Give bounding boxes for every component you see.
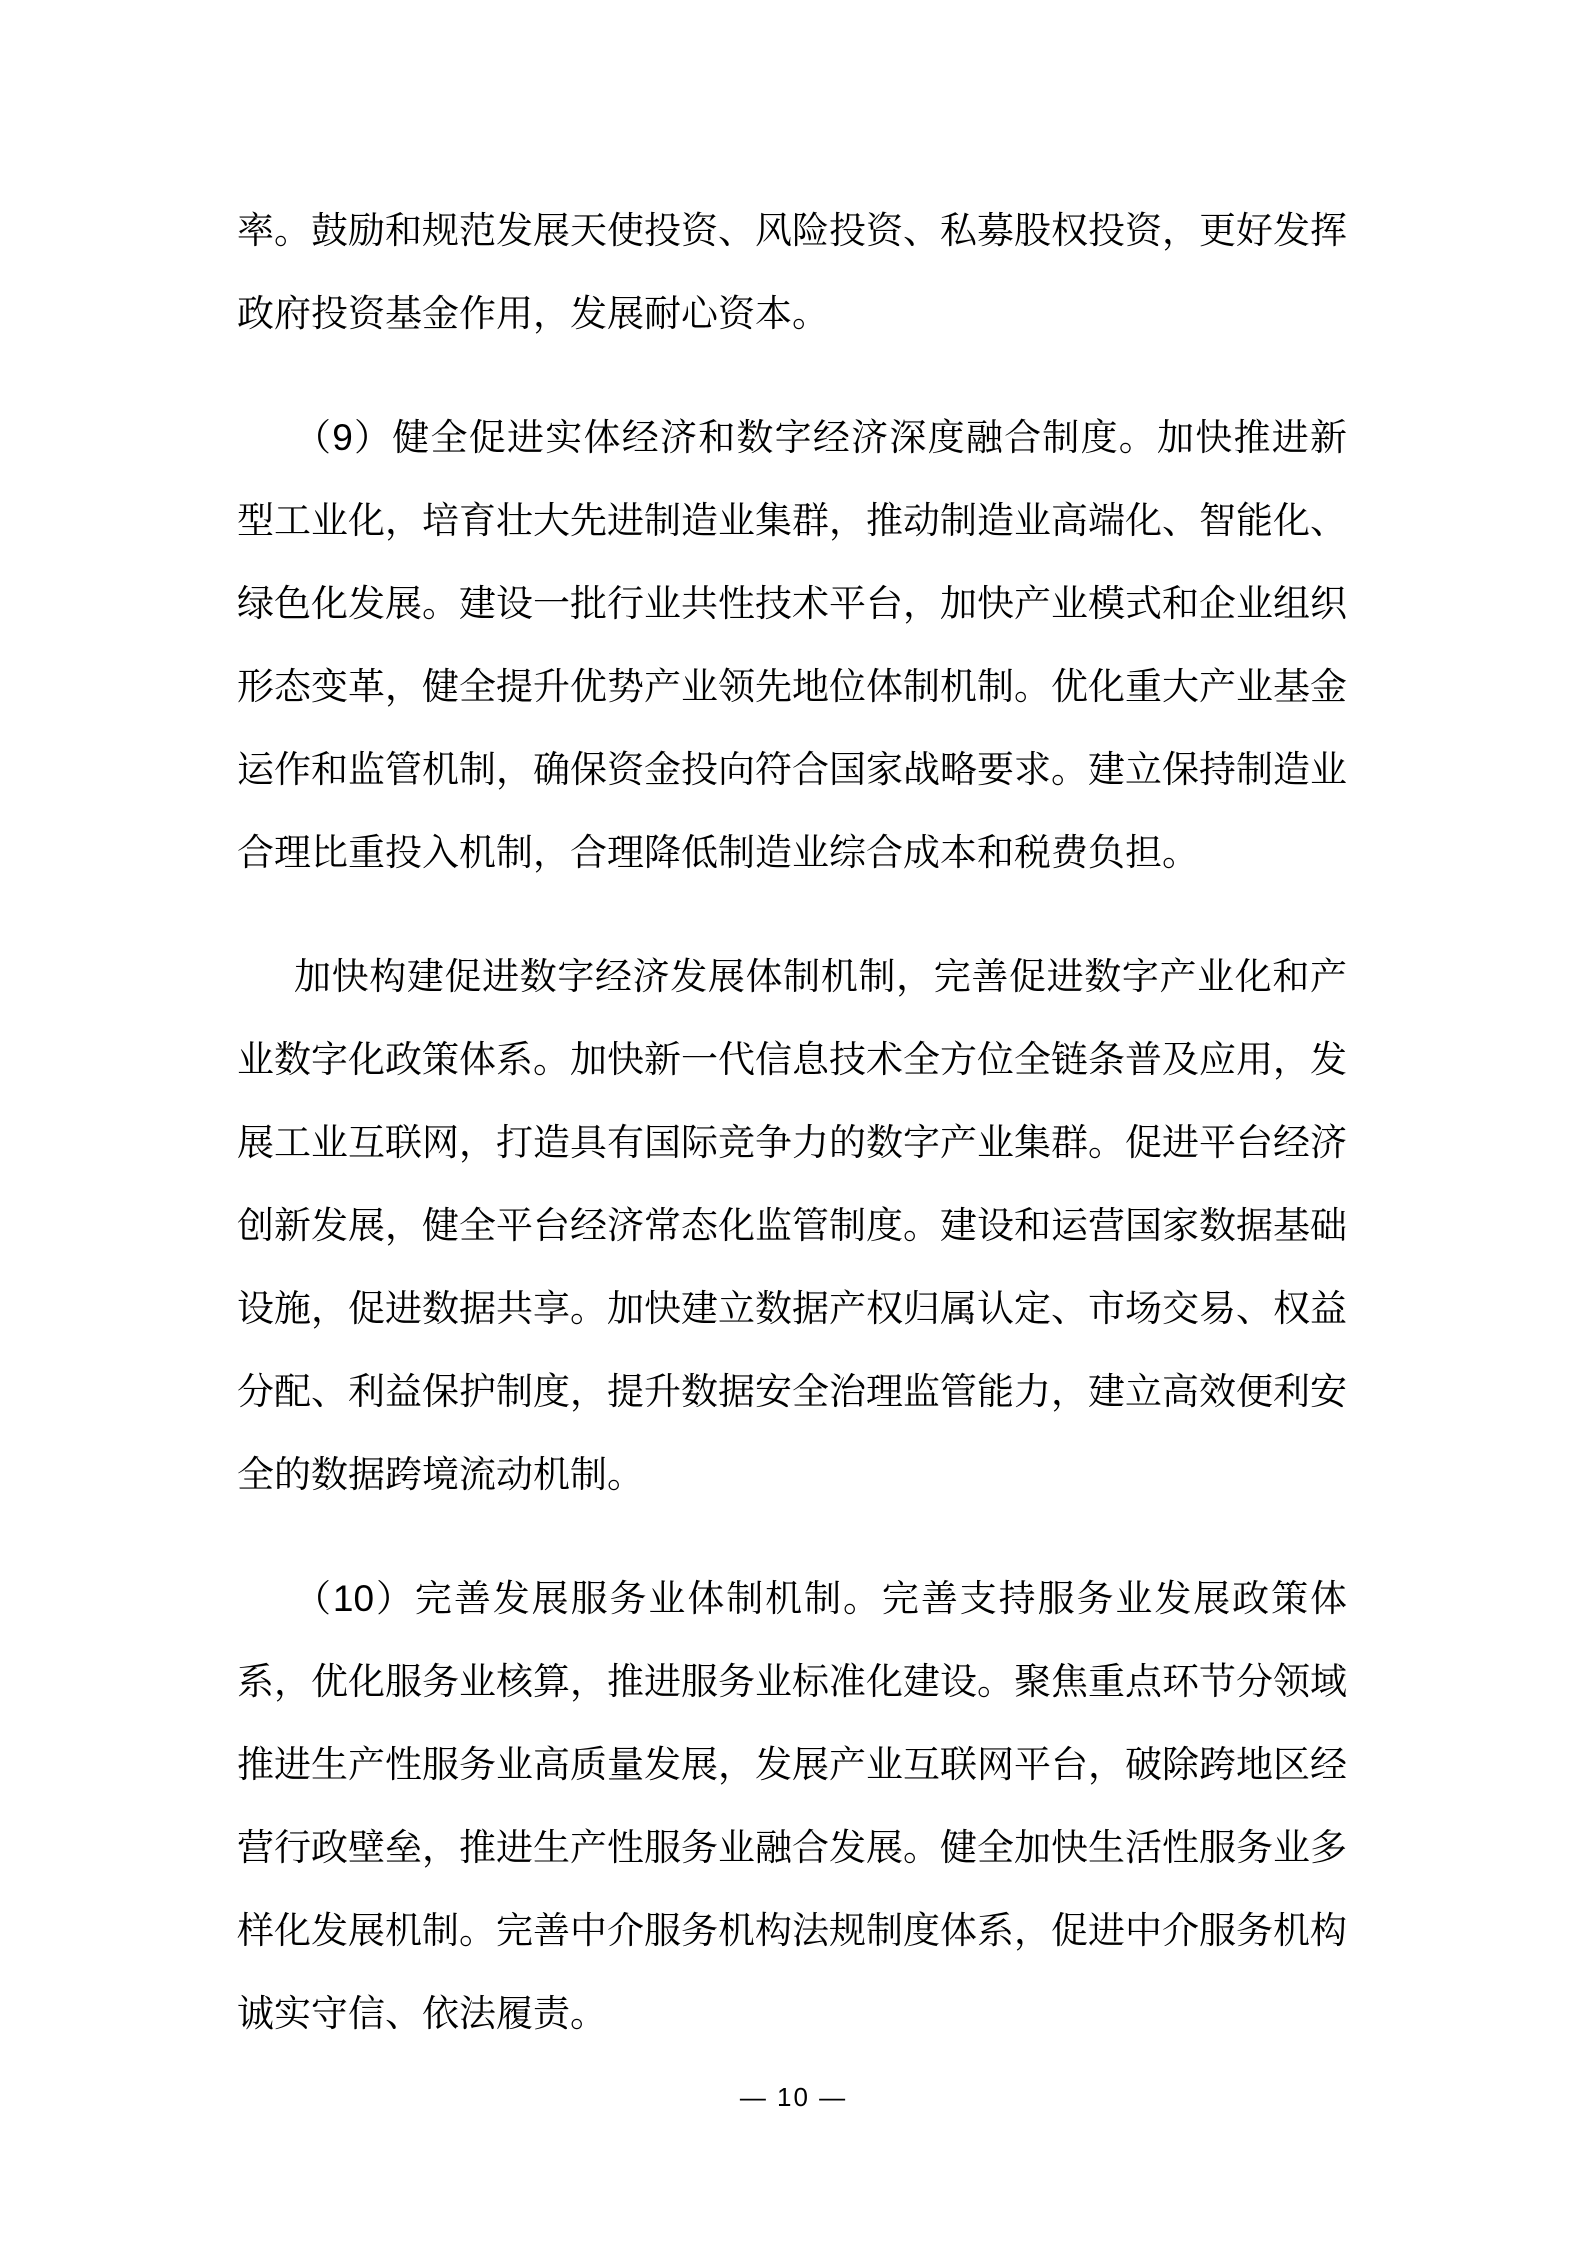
page-number: — 10 — xyxy=(739,2082,848,2112)
paragraph-digital-economy: 加快构建促进数字经济发展体制机制，完善促进数字产业化和产业数字化政策体系。加快新一代信息技术全方位全链条普及应用，发展工业互联网，打造具有国际竞争力的数字产业集群。促进平台经济创新发展，健全平台经济常态化监管制度。建设和运营国家数据基础设施，促进数据共享。加快建立数据产权归属认定、市场交易、权益分配、利益保护制度，提升数据安全治理监管能力，建立高效便利安全的数据跨境流动机制。 xyxy=(237,956,1347,1495)
paragraph-item-9: （9）健全促进实体经济和数字经济深度融合制度。加快推进新型工业化，培育壮大先进制造业集群，推动制造业高端化、智能化、绿色化发展。建设一批行业共性技术平台，加快产业模式和企业组织形态变革，健全提升优势产业领先地位体制机制。优化重大产业基金运作和监管机制，确保资金投向符合国家战略要求。建立保持制造业合理比重投入机制，合理降低制造业综合成本和税费负担。 xyxy=(237,417,1347,873)
page-body-text xyxy=(237,189,1347,2096)
paragraph-item-10: （10）完善发展服务业体制机制。完善支持服务业发展政策体系，优化服务业核算，推进服务业标准化建设。聚焦重点环节分领域推进生产性服务业高质量发展，发展产业互联网平台，破除跨地区经营行政壁垒，推进生产性服务业融合发展。健全加快生活性服务业多样化发展机制。完善中介服务机构法规制度体系，促进中介服务机构诚实守信、依法履责。 xyxy=(237,1578,1347,2034)
paragraph-continuation: 率。鼓励和规范发展天使投资、风险投资、私募股权投资，更好发挥政府投资基金作用，发展耐心资本。 xyxy=(237,210,1347,334)
